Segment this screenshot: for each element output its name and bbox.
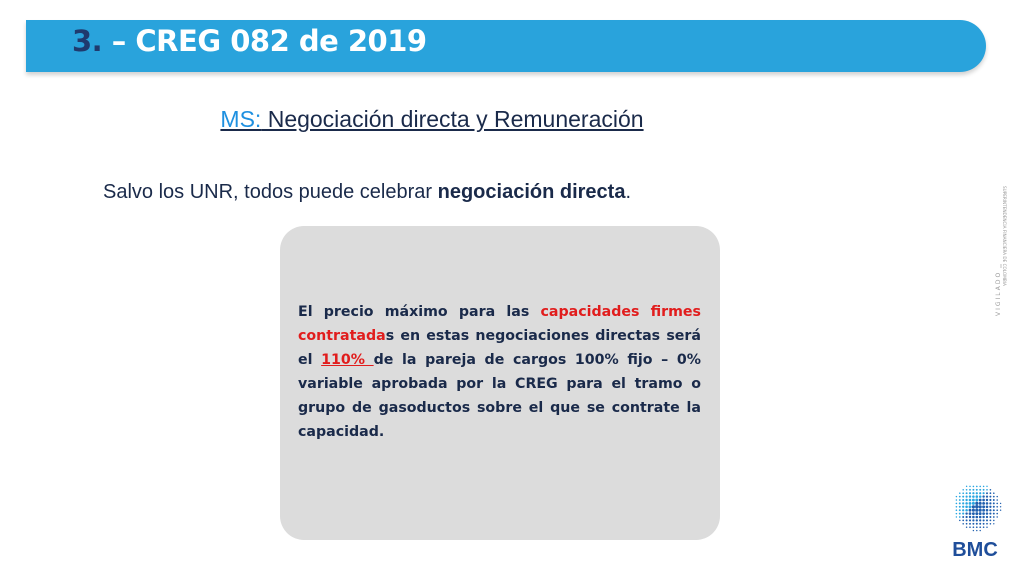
logo-dot xyxy=(962,516,964,518)
logo-dot xyxy=(986,509,989,512)
intro-text xyxy=(103,181,631,204)
logo-dot xyxy=(986,489,988,491)
logo-dot xyxy=(976,489,978,491)
logo-dot xyxy=(962,502,964,504)
logo-dot xyxy=(993,516,995,518)
logo-dot xyxy=(979,486,981,488)
logo-dot xyxy=(965,499,967,501)
card-text-1: El precio máximo para las xyxy=(298,304,541,320)
card-text-3: de la pareja de cargos 100% fijo – 0% variable aprobada por la CREG para el tramo o grupo de gasoductos sobre el que se contrate la capacidad. xyxy=(298,352,701,440)
vigilado-watermark xyxy=(994,182,1016,322)
logo-dot xyxy=(969,495,971,497)
logo-dot xyxy=(973,526,975,528)
logo-dot xyxy=(972,519,974,521)
logo-dot xyxy=(982,509,985,512)
logo-dot xyxy=(982,512,985,515)
logo-dot xyxy=(993,496,995,498)
logo-dot xyxy=(972,509,975,512)
logo-dot xyxy=(979,509,982,512)
logo-dot xyxy=(969,502,972,505)
logo-dot xyxy=(996,499,998,501)
logo-dot xyxy=(979,499,982,502)
logo-dot xyxy=(969,512,972,515)
logo-dot xyxy=(976,495,979,498)
logo-dot xyxy=(996,509,998,511)
logo-dot xyxy=(959,509,961,511)
logo-dot xyxy=(956,506,958,508)
logo-dot xyxy=(1000,503,1001,504)
logo-dot xyxy=(979,526,981,528)
logo-dot xyxy=(979,512,982,515)
logo-dot xyxy=(969,509,972,512)
logo-dot xyxy=(979,495,982,498)
logo-dot xyxy=(962,496,964,498)
logo-dot xyxy=(975,505,978,508)
logo-dot xyxy=(1000,506,1001,507)
logo-dot xyxy=(996,513,998,515)
logo-dot xyxy=(969,492,971,494)
logo-dot xyxy=(976,523,978,525)
logo-dot xyxy=(986,519,988,521)
logo-dot xyxy=(989,509,991,511)
title-label: – CREG 082 de 2019 xyxy=(102,24,427,58)
logo-dot-sphere xyxy=(956,486,1002,532)
logo-dot xyxy=(959,492,961,494)
logo-dot xyxy=(959,520,961,522)
logo-dot xyxy=(962,523,964,525)
logo-dot xyxy=(969,505,972,508)
logo-dot xyxy=(983,489,985,491)
logo-dot xyxy=(989,499,991,501)
logo-dot xyxy=(976,526,978,528)
logo-dot xyxy=(986,512,988,514)
logo-dot xyxy=(972,495,975,498)
logo-dot xyxy=(975,502,978,505)
logo-dot xyxy=(959,513,961,515)
logo-dot xyxy=(989,516,991,518)
logo-dot xyxy=(956,496,957,497)
logo-dot xyxy=(996,506,998,508)
logo-dot xyxy=(986,526,987,527)
logo-dot xyxy=(989,502,991,504)
logo-dot xyxy=(976,519,978,521)
logo-dot xyxy=(990,492,992,494)
logo-dot xyxy=(989,496,991,498)
logo-dot xyxy=(982,495,984,497)
logo-dot xyxy=(975,499,978,502)
logo-dot xyxy=(962,513,964,515)
logo-dot xyxy=(956,513,958,515)
intro-end: . xyxy=(625,181,632,203)
logo-dot xyxy=(956,516,957,517)
logo-dot xyxy=(962,509,964,511)
card-percentage: 110% xyxy=(321,352,374,368)
logo-dot xyxy=(1000,510,1001,511)
slide-subtitle xyxy=(0,106,864,133)
logo-dot xyxy=(986,492,988,494)
subtitle-text: Negociación directa y Remuneración xyxy=(261,106,644,132)
logo-dot xyxy=(993,513,995,515)
logo-dot xyxy=(966,496,968,498)
logo-dot xyxy=(982,516,984,518)
logo-dot xyxy=(989,506,991,508)
logo-dot xyxy=(979,519,981,521)
logo-dot xyxy=(979,502,982,505)
slide-title xyxy=(72,24,427,58)
logo-dot xyxy=(989,513,991,515)
logo-dot xyxy=(986,502,989,505)
logo-dot xyxy=(986,499,988,501)
logo-dot xyxy=(986,523,988,525)
subtitle-prefix: MS: xyxy=(220,106,262,132)
logo-dot xyxy=(990,523,992,525)
logo-dot xyxy=(993,499,995,501)
logo-dot xyxy=(956,509,958,511)
intro-plain: Salvo los UNR, todos puede celebrar xyxy=(103,181,438,203)
card-text-2: s en estas negociaciones directas será el xyxy=(298,328,701,368)
logo-dot xyxy=(959,502,961,504)
logo-dot xyxy=(976,492,978,494)
logo-dot xyxy=(972,516,975,519)
card-highlight: capacidades firmes contratada xyxy=(298,304,701,344)
logo-dot xyxy=(980,530,981,531)
logo-dot xyxy=(975,512,978,515)
logo-dot xyxy=(983,523,985,525)
logo-dot xyxy=(993,520,995,522)
logo-dot xyxy=(962,506,964,508)
logo-dot xyxy=(982,502,985,505)
logo-dot xyxy=(983,526,985,528)
logo-dot xyxy=(990,520,992,522)
title-number: 3. xyxy=(72,24,103,58)
logo-dot xyxy=(973,530,974,531)
logo-dot xyxy=(996,496,997,497)
logo-dot xyxy=(983,486,985,488)
logo-dot xyxy=(983,519,985,521)
logo-dot xyxy=(986,495,988,497)
logo-dot xyxy=(959,516,961,518)
logo-dot xyxy=(972,512,975,515)
logo-dot xyxy=(965,509,968,512)
logo-dot xyxy=(990,489,992,491)
logo-dot xyxy=(972,489,974,491)
logo-dot xyxy=(975,509,978,512)
logo-dot xyxy=(966,486,967,487)
logo-dot xyxy=(966,523,968,525)
logo-dot xyxy=(982,505,985,508)
logo-dot xyxy=(962,520,964,522)
logo-dot xyxy=(959,506,961,508)
logo-dot xyxy=(993,506,995,508)
logo-dot xyxy=(969,489,971,491)
logo-dot xyxy=(966,519,968,521)
intro-bold: negociación directa xyxy=(437,181,626,203)
logo-dot xyxy=(996,503,998,505)
logo-dot xyxy=(962,489,964,491)
logo-dot xyxy=(993,502,995,504)
bmc-logo xyxy=(944,480,1006,560)
logo-dot xyxy=(979,523,981,525)
card-paragraph xyxy=(298,300,701,444)
logo-dot xyxy=(965,502,968,505)
logo-dot xyxy=(976,486,978,488)
logo-dot xyxy=(966,492,968,494)
logo-dot xyxy=(973,486,975,488)
logo-dot xyxy=(982,499,985,502)
logo-dot xyxy=(986,486,987,487)
logo-dot xyxy=(966,526,967,527)
logo-dot xyxy=(969,486,971,488)
logo-dot xyxy=(976,530,977,531)
logo-dot xyxy=(956,503,958,505)
logo-dot xyxy=(979,516,982,519)
logo-dot xyxy=(972,499,975,502)
logo-dot xyxy=(969,499,972,502)
logo-dot xyxy=(959,496,961,498)
logo-dot xyxy=(966,489,968,491)
logo-dot xyxy=(979,505,982,508)
logo-dot xyxy=(965,516,967,518)
watermark-org: SUPERINTENDENCIA FINANCIERA DE COLOMBIA xyxy=(1002,186,1007,286)
logo-dot xyxy=(996,516,997,517)
logo-dot xyxy=(959,499,961,501)
watermark-vigilado: VIGILADO xyxy=(995,270,1002,316)
logo-dot xyxy=(965,506,968,509)
logo-dot xyxy=(972,492,974,494)
logo-text: BMC xyxy=(952,539,998,560)
logo-dot xyxy=(962,492,964,494)
logo-dot xyxy=(976,516,979,519)
logo-dot xyxy=(969,519,971,521)
logo-dot xyxy=(983,492,985,494)
logo-dot xyxy=(969,516,971,518)
logo-dot xyxy=(972,523,974,525)
logo-dot xyxy=(993,492,995,494)
logo-dot xyxy=(962,499,964,501)
logo-dot xyxy=(986,516,988,518)
logo-dot xyxy=(993,509,995,511)
logo-dot xyxy=(979,492,981,494)
logo-dot xyxy=(972,502,975,505)
logo-dot xyxy=(993,523,994,524)
logo-dot xyxy=(969,526,971,528)
logo-dot xyxy=(965,512,967,514)
logo-dot xyxy=(969,523,971,525)
logo-dot xyxy=(956,499,958,501)
logo-dot xyxy=(986,506,989,509)
logo-dot xyxy=(979,489,981,491)
logo-dot xyxy=(972,505,975,508)
